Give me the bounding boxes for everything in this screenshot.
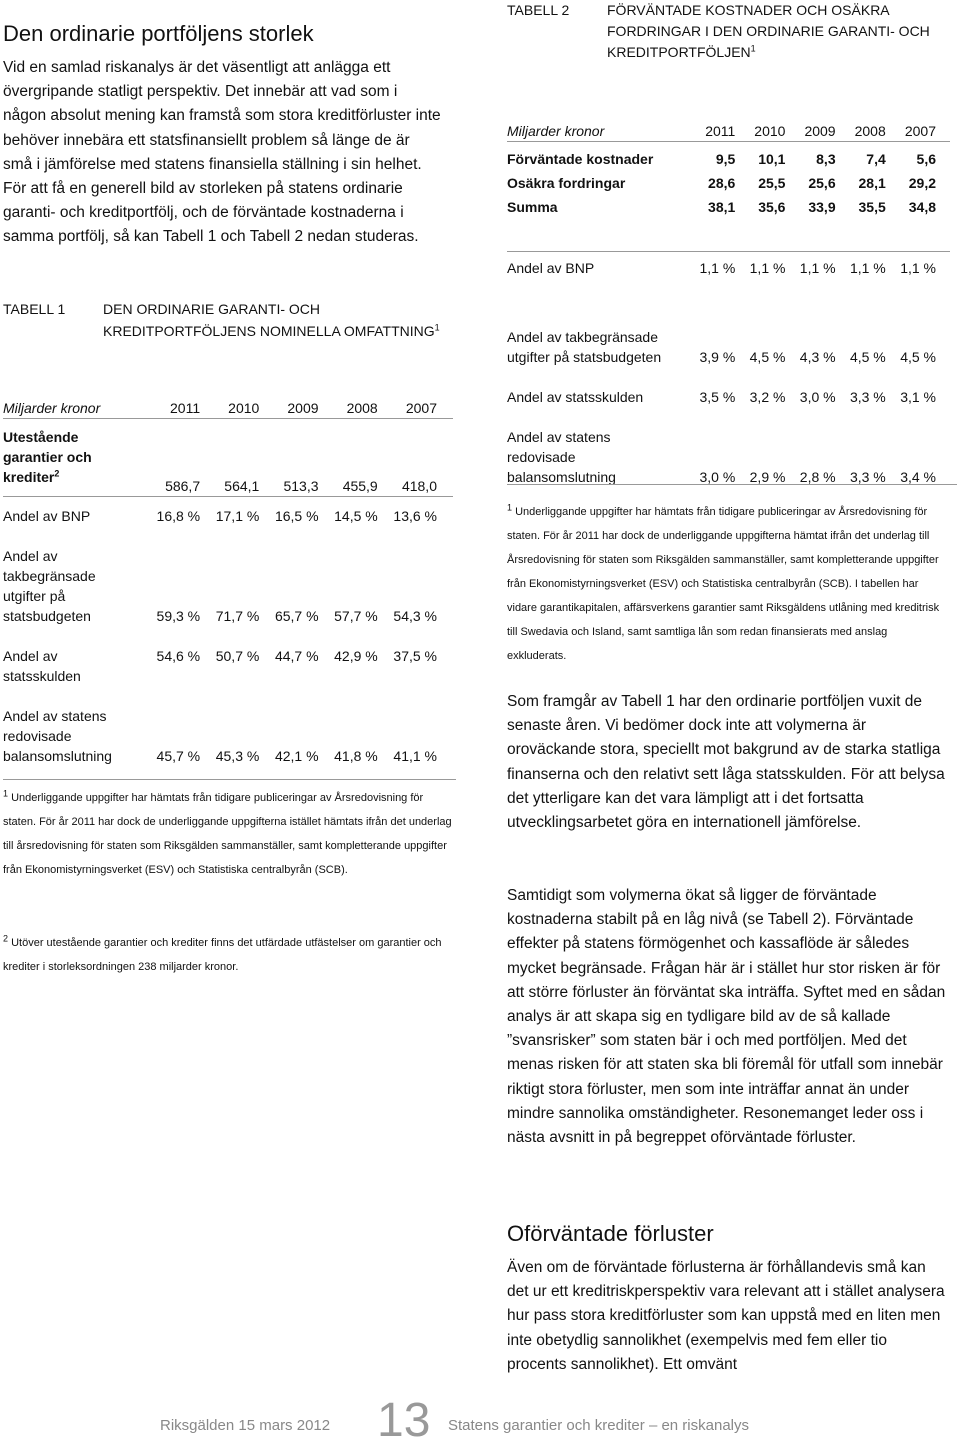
table1-cell: 564,1 bbox=[200, 418, 259, 496]
table1-cell: 513,3 bbox=[259, 418, 318, 496]
table1-cell: 65,7 % bbox=[274, 608, 319, 624]
table2-cell: 3,0 % bbox=[799, 389, 836, 405]
table-row bbox=[3, 686, 453, 766]
table2-label: TABELL 2 bbox=[507, 2, 570, 18]
table2-cell: 4,5 % bbox=[849, 349, 886, 365]
table1-year: 2007 bbox=[405, 399, 437, 416]
table2-caption bbox=[507, 0, 957, 66]
table1-cell: 42,9 % bbox=[334, 648, 378, 664]
table1-row-label: Utestående garantier och krediter$^2$ bbox=[3, 418, 141, 496]
table2-cell: 35,5 bbox=[858, 199, 886, 215]
table2-title-line3: KREDITPORTFÖLJEN bbox=[607, 44, 751, 60]
table2-cell: 1,1 % bbox=[836, 251, 886, 279]
table-row bbox=[507, 279, 950, 367]
table-row bbox=[3, 496, 453, 526]
table2-unit: Miljarder kronor bbox=[507, 122, 605, 139]
table2-cell: 33,9 bbox=[808, 199, 836, 215]
table2-cell: 4,5 % bbox=[749, 349, 786, 365]
table2-year: 2008 bbox=[854, 122, 886, 139]
table1-caption bbox=[3, 298, 473, 344]
table2-header-row bbox=[507, 117, 950, 141]
table2-cell: 34,8 bbox=[908, 199, 936, 215]
table2-row-label: Andel av takbegränsade utgifter på statsbudgeten bbox=[507, 329, 662, 365]
table2-cell: 28,6 bbox=[708, 175, 736, 191]
table2-row-label: Andel av BNP bbox=[507, 251, 685, 279]
footer-right: Statens garantier och krediter – en riskanalys bbox=[448, 1417, 749, 1434]
table2-cell: 3,0 % bbox=[699, 469, 736, 485]
table1-year: 2009 bbox=[287, 399, 319, 416]
table-row bbox=[3, 418, 453, 496]
table2-cell: 8,3 bbox=[785, 141, 835, 169]
table2-cell: 35,6 bbox=[758, 199, 786, 215]
table2-cell: 3,2 % bbox=[749, 389, 786, 405]
table2-cell: 3,1 % bbox=[900, 389, 936, 405]
table1-cell: 59,3 % bbox=[156, 608, 201, 624]
table2-cell: 1,1 % bbox=[735, 251, 785, 279]
table1-footnote-1: $^1$ Underliggande uppgifter har hämtats från tidigare publiceringar av Årsredovisning för staten. För år 2011 har dock de underliggande uppgifterna istället hämtats ifrån det underlag till årsredovisning för staten som Riksgälden sammanställer, samt kompletterande uppgifter från Ekonomistyrningsverket (ESV) och Statistiska centralbyrån (SCB). bbox=[3, 788, 452, 876]
table2-cell: 38,1 bbox=[708, 199, 736, 215]
table2-cell: 29,2 bbox=[908, 175, 936, 191]
table1-cell: 57,7 % bbox=[334, 608, 378, 624]
table2-cell: 4,3 % bbox=[799, 349, 836, 365]
table2-cell: 9,5 bbox=[685, 141, 735, 169]
table1-title-line1: DEN ORDINARIE GARANTI- OCH bbox=[103, 301, 321, 317]
table2-title-line2: FORDRINGAR I DEN ORDINARIE GARANTI- OCH bbox=[607, 23, 930, 39]
table1-cell: 54,3 % bbox=[393, 608, 437, 624]
table-row bbox=[507, 367, 950, 407]
table1-cell: 71,7 % bbox=[215, 608, 260, 624]
table2-cell: 10,1 bbox=[735, 141, 785, 169]
table2-cell: 2,8 % bbox=[799, 469, 836, 485]
table2-cell: 2,9 % bbox=[749, 469, 786, 485]
table1-row-label: Andel av BNP bbox=[3, 496, 141, 526]
right-paragraph-1: Som framgår av Tabell 1 har den ordinarie portföljen vuxit de senaste åren. Vi bedömer dock inte att volymerna är oroväckande stora, speciellt mot bakgrund av de starka statliga finanserna och den relativt sett låga statsskulden. För att belysa det ytterligare kan det vara lämpligt att i det fortsatta utvecklingsarbetet göra en internationell jämförelse. bbox=[507, 693, 945, 832]
table-row bbox=[507, 251, 950, 279]
intro-paragraph: Vid en samlad riskanalys är det väsentligt att anlägga ett övergripande statligt perspektiv. Det innebär att vad som i någon absolut mening kan framstå som stora kreditförluster inte behöver innebära ett statsfinansiellt problem så länge de är små i jämförelse med statens finansiella ställning i sin helhet. För att få en generell bild av storleken på statens ordinarie garanti- och kreditportfölj, och de förväntade kostnaderna i samma portfölj, så kan Tabell 1 och Tabell 2 nedan studeras. bbox=[3, 59, 441, 246]
table-row bbox=[507, 217, 950, 251]
table2-year: 2010 bbox=[754, 122, 786, 139]
table2-title-line1: FÖRVÄNTADE KOSTNADER OCH OSÄKRA bbox=[607, 2, 890, 18]
table2-year: 2007 bbox=[904, 122, 936, 139]
table1-unit: Miljarder kronor bbox=[3, 399, 101, 416]
table2-cell: 3,3 % bbox=[849, 389, 886, 405]
table2-cell: 3,4 % bbox=[900, 469, 936, 485]
table2-row-label: Osäkra fordringar bbox=[507, 175, 626, 191]
table1-cell: 37,5 % bbox=[393, 648, 437, 664]
table1-cell: 455,9 bbox=[319, 418, 378, 496]
table1-cell: 45,7 % bbox=[156, 748, 201, 764]
table1-cell: 41,8 % bbox=[334, 748, 378, 764]
table1-row-label: Andel av takbegränsade utgifter på statsbudgeten bbox=[3, 548, 96, 624]
table2-cell: 1,1 % bbox=[785, 251, 835, 279]
section-heading: Den ordinarie portföljens storlek bbox=[3, 21, 314, 46]
table1-cell: 50,7 % bbox=[215, 648, 260, 664]
table-row bbox=[507, 407, 950, 487]
table2-cell: 28,1 bbox=[858, 175, 886, 191]
table1-cell: 54,6 % bbox=[156, 648, 201, 664]
table1 bbox=[3, 394, 453, 766]
table1-bottom-rule bbox=[3, 779, 456, 780]
table1-cell: 418,0 bbox=[378, 418, 453, 496]
table2-cell: 1,1 % bbox=[886, 251, 950, 279]
table1-header-row bbox=[3, 394, 453, 418]
table1-cell: 16,8 % bbox=[141, 496, 200, 526]
table2-year: 2009 bbox=[804, 122, 836, 139]
table2-cell: 3,3 % bbox=[849, 469, 886, 485]
table-row bbox=[507, 169, 950, 193]
table-row bbox=[507, 141, 950, 169]
table1-row-label: Andel av statsskulden bbox=[3, 648, 81, 684]
table1-cell: 13,6 % bbox=[378, 496, 453, 526]
table-row bbox=[3, 526, 453, 626]
table1-year: 2010 bbox=[228, 399, 260, 416]
table2-cell: 3,5 % bbox=[699, 389, 736, 405]
table1-cell: 16,5 % bbox=[259, 496, 318, 526]
table-row bbox=[3, 626, 453, 686]
table1-cell: 44,7 % bbox=[274, 648, 319, 664]
table1-cell: 17,1 % bbox=[200, 496, 259, 526]
table2-row-label: Summa bbox=[507, 199, 558, 215]
table1-footnote-2: $^2$ Utöver utestående garantier och krediter finns det utfärdade utfästelser om garantier och krediter i storleksordningen 238 miljarder kronor. bbox=[3, 933, 442, 973]
table1-title-line2: KREDITPORTFÖLJENS NOMINELLA OMFATTNING bbox=[103, 323, 435, 339]
table2-row-label: Andel av statens redovisade balansomslutning bbox=[507, 429, 616, 485]
table1-cell: 14,5 % bbox=[319, 496, 378, 526]
table2-row-label: Förväntade kostnader bbox=[507, 141, 685, 169]
table2-cell: 5,6 bbox=[886, 141, 950, 169]
table2-title-sup: 1 bbox=[750, 43, 756, 54]
table1-cell: 586,7 bbox=[141, 418, 200, 496]
table2-bottom-rule bbox=[507, 484, 957, 485]
table2-row-label: Andel av statsskulden bbox=[507, 389, 644, 405]
table2-cell: 25,6 bbox=[808, 175, 836, 191]
table2-cell: 4,5 % bbox=[900, 349, 936, 365]
table-row bbox=[507, 193, 950, 217]
table2-cell: 25,5 bbox=[758, 175, 786, 191]
right-paragraph-3: Även om de förväntade förlusterna är förhållandevis små kan det ur ett kreditriskperspektiv vara relevant att i stället analysera hur pass stora kreditförluster som kan uppstå med en liten men inte obetydlig sannolikhet (exempelvis med fem eller tio procents sannolikhet). Ett omvänt bbox=[507, 1259, 945, 1373]
table1-cell: 45,3 % bbox=[215, 748, 260, 764]
table2 bbox=[507, 117, 950, 487]
table1-row-sup: 2 bbox=[54, 467, 60, 478]
right-section-heading: Oförväntade förluster bbox=[507, 1221, 714, 1246]
table1-cell: 41,1 % bbox=[393, 748, 437, 764]
table1-label: TABELL 1 bbox=[3, 301, 66, 317]
table2-year: 2011 bbox=[705, 122, 736, 139]
table1-year: 2011 bbox=[170, 399, 201, 416]
right-paragraph-2: Samtidigt som volymerna ökat så ligger de förväntade kostnaderna stabilt på en låg nivå (se Tabell 2). Förväntade effekter på statens förmögenhet och kassaflöde är således mycket begränsade. Frågan här är i stället hur stor risken är för att större förluster än förväntat ska inträffa. Syftet med en sådan analys är att skapa sig en tydligare bild av de så kallade ”svansrisker” som staten bär i och med portföljen. Med det menas risken för att staten ska bli föremål för utfall som innebär riktigt stora förluster, men som inte inträffar annat än under mindre sannolika omständigheter. Resonemanget leder oss i nästa avsnitt in på begreppet oförväntade förluster. bbox=[507, 887, 946, 1147]
table1-cell: 42,1 % bbox=[274, 748, 319, 764]
table1-year: 2008 bbox=[346, 399, 378, 416]
table2-cell: 7,4 bbox=[836, 141, 886, 169]
page-number: 13 bbox=[377, 1394, 431, 1447]
table1-title-sup: 1 bbox=[434, 322, 440, 333]
table1-row-label: Andel av statens redovisade balansomslutning bbox=[3, 708, 112, 764]
footer-left: Riksgälden 15 mars 2012 bbox=[160, 1417, 331, 1434]
table2-cell: 1,1 % bbox=[685, 251, 735, 279]
table2-footnote-1: $^1$ Underliggande uppgifter har hämtats från tidigare publiceringar av Årsredovisning för staten. För år 2011 har dock de underliggande uppgifterna hämtat ifrån det underlag till Årsredovisning för staten som Riksgälden sammanställer, samt kompletterande uppgifter från Ekonomistyrningsverket (ESV) och Statistiska centralbyrån (SCB). I tabellen har vidare garantikapitalen, affärsverkens garantier samt Riksgäldens utlåning med kreditrisk till Swedavia och Island, samt samtliga lån som redan finansierats med anslag exkluderats. bbox=[507, 502, 940, 662]
table2-cell: 3,9 % bbox=[699, 349, 736, 365]
